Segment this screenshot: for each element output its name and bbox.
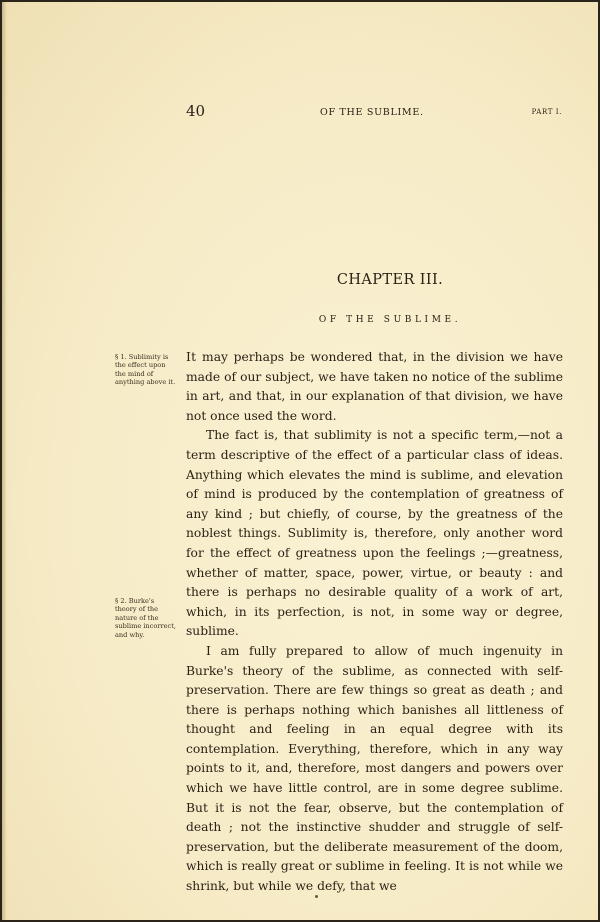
sidenote-2: § 2. Burke's theory of the nature of the sublime incorrect, and why. <box>115 597 176 639</box>
paragraph-1-text: may perhaps be wondered that, in the division we have made of our subject, we have taken no notice of the sublime in art, and that, in our explanation of that division, we have not once used the word. <box>186 350 563 423</box>
running-head <box>186 102 562 124</box>
sidenote-1: § 1. Sublimity is the effect upon the mind of anything above it. <box>115 353 176 387</box>
opening-word: It <box>186 350 197 364</box>
paragraph-1 <box>186 348 563 426</box>
part-label: PART I. <box>531 108 562 116</box>
page-number: 40 <box>186 102 206 120</box>
book-page <box>2 2 598 920</box>
paper-speck <box>315 895 318 898</box>
page-edge-shadow <box>2 2 7 920</box>
running-title: OF THE SUBLIME. <box>320 107 424 118</box>
chapter-title: CHAPTER III. <box>336 272 444 288</box>
chapter-subtitle: OF THE SUBLIME. <box>318 315 462 325</box>
body-text <box>186 348 563 897</box>
paragraph-2: The fact is, that sublimity is not a specific term,—not a term descriptive of the effect of a particular class of ideas. Anything which elevates the mind is sublime, and elevation of mind is produced by the contemplation of greatness of any kind ; but chiefly, of course, by the greatness of the noblest things. Sublimity is, therefore, only another word for the effect of greatness upon the feelings ;—greatness, whether of matter, space, power, virtue, or beauty : and there is perhaps no desirable quality of a work of art, which, in its perfection, is not, in some way or degree, sublime. <box>186 428 563 639</box>
paragraph-3: I am fully prepared to allow of much ingenuity in Burke's theory of the sublime, as connected with self-preservation. There are few things so great as death ; and there is perhaps nothing which banishes all littleness of thought and feeling in an equal degree with its contemplation. Everything, therefore, which in any way points to it, and, therefore, most dangers and powers over which we have little control, are in some degree sublime. But it is not the fear, observe, but the contemplation of death ; not the instinctive shudder and struggle of self-preservation, but the deliberate measurement of the doom, which is really great or sublime in feeling. It is not while we shrink, but while we defy, that we <box>186 643 563 894</box>
